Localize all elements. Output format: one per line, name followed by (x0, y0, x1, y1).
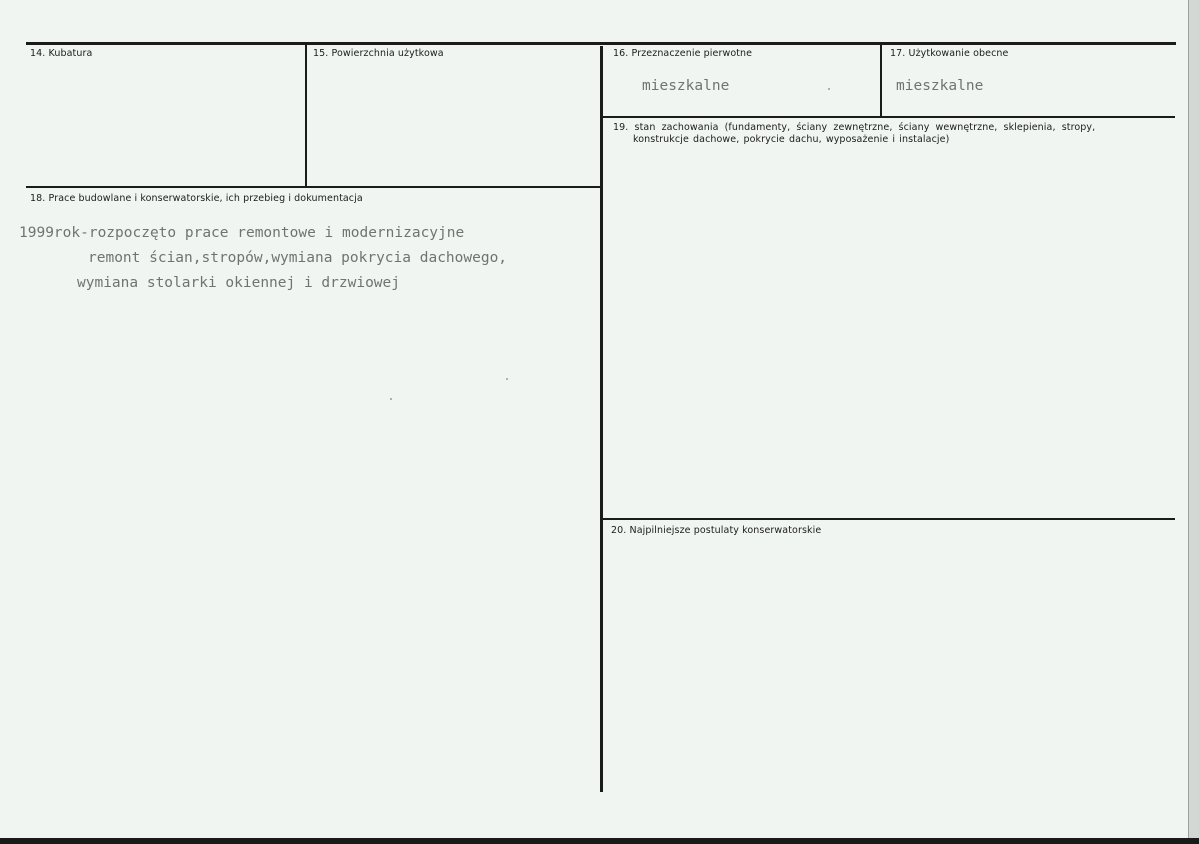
rule-above-18 (26, 186, 600, 188)
paper-speck (390, 398, 392, 400)
card-edge-bottom (0, 838, 1199, 844)
field-17-label: 17. Użytkowanie obecne (890, 48, 1009, 59)
field-16-value: mieszkalne (642, 78, 730, 94)
rule-above-20 (601, 518, 1175, 520)
field-18-label: 18. Prace budowlane i konserwatorskie, ich przebieg i dokumentacja (30, 193, 363, 204)
top-rule (26, 42, 1176, 45)
rule-above-19 (601, 116, 1175, 118)
field-15-label: 15. Powierzchnia użytkowa (313, 48, 444, 59)
field-18-line-1: 1999rok-rozpoczęto prace remontowe i modernizacyjne (19, 225, 465, 241)
center-divider (600, 46, 603, 792)
card-edge-right (1188, 0, 1199, 844)
field-17-value: mieszkalne (896, 78, 984, 94)
field-14-label: 14. Kubatura (30, 48, 93, 59)
paper-speck (506, 378, 508, 380)
field-18-line-3: wymiana stolarki okiennej i drzwiowej (77, 275, 401, 291)
field-18-line-2: remont ścian,stropów,wymiana pokrycia dachowego, (88, 250, 508, 266)
field-19-label-line2: konstrukcje dachowe, pokrycie dachu, wyposażenie i instalacje) (633, 134, 950, 145)
field-16-label: 16. Przeznaczenie pierwotne (613, 48, 753, 59)
field-19-label-line1: 19. stan zachowania (fundamenty, ściany zewnętrzne, ściany wewnętrzne, sklepienia, stropy, (613, 122, 1096, 133)
paper-speck (828, 88, 830, 90)
divider-14-15 (305, 44, 307, 188)
field-20-label: 20. Najpilniejsze postulaty konserwatorskie (611, 525, 822, 536)
divider-16-17 (880, 44, 882, 116)
